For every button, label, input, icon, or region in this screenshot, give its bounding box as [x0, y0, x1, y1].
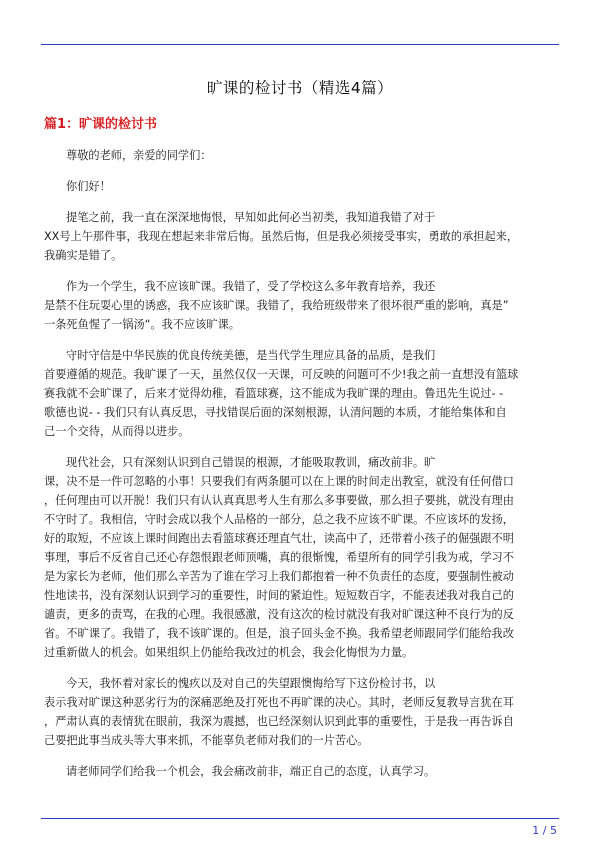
paragraph [44, 277, 558, 334]
paragraph-line: 一条死鱼惺了一锅汤“。我不应该旷课。 [44, 318, 240, 331]
paragraph-line: 你们好！ [66, 180, 111, 193]
paragraph [44, 762, 558, 781]
paragraph-line: 是为家长为老师，他们那么辛苦为了谁在学习上我们都抱着一种不负责任的态度，要强制性被动 [44, 570, 514, 583]
paragraph-line: 现代社会，只有深刻认识到自己错误的根源，才能吸取教训，痛改前非。旷 [66, 456, 436, 469]
paragraph-line: 表示我对旷课这种恶劣行为的深痛恶绝及打死也不再旷课的决心。其时，老师反复教导言犹在耳 [44, 696, 514, 709]
paragraph-line: 今天，我怀着对家长的愧疚以及对自己的失望跟懊悔给写下这份检讨书，以 [66, 677, 436, 690]
paragraph-line: 省。不旷课了。我错了，我不该旷课的。但是，浪子回头金不换。我希望老师跟同学们能给我改 [44, 627, 514, 640]
paragraph-line: 课，决不是一件可忽略的小事！只要我们有两条腿可以在上课的时间走出教室，就没有任何借口 [44, 475, 514, 488]
paragraph-line: 赛我就不会旷课了，后来才觉得幼稚，看篮球赛，这不能成为我旷课的理由。鲁迅先生说过- - [44, 387, 504, 400]
paragraph-line: 守时守信是中华民族的优良传统美德，是当代学生理应具备的品质，是我们 [66, 349, 436, 362]
paragraph-line: 谴责，更多的责骂，在我的心理。我很感激，没有这次的检讨就没有我对旷课这种不良行为的反 [44, 608, 514, 621]
section-heading: 篇1：旷课的检讨书 [44, 117, 158, 132]
paragraph-line: 事理，事后不反省自己还心存怨恨跟老师顶嘴，真的很惭愧，希望所有的同学引我为戒，学习不 [44, 551, 514, 564]
paragraph-line: 好的取短，不应该上课时间跑出去看篮球赛还理直气壮，读高中了，还带着小孩子的倔强跟不明 [44, 532, 514, 545]
paragraph-line: 性地读书，没有深刻认识到学习的重要性，时间的紧迫性。短短数百字，不能表述我对我自己的 [44, 589, 514, 602]
paragraph-line: XX号上午那件事，我现在想起来非常后悔。虽然后悔，但是我必须接受事实，勇敢的承担起来， [44, 230, 519, 243]
paragraph-line: ，任何理由可以开脱！我们只有认认真真思考人生有那么多事要做，那么担子要挑，就没有理由 [44, 494, 514, 507]
paragraph [44, 453, 558, 662]
paragraph-line: ，严肃认真的表情犹在眼前，我深为震撼，也已经深刻认识到此事的重要性，于是我一再告诉自 [44, 715, 514, 728]
paragraph [44, 146, 558, 165]
paragraph [44, 674, 558, 750]
paragraph [44, 177, 558, 196]
paragraph [44, 346, 558, 441]
paragraph-line: 首要遵循的规范。我旷课了一天，虽然仅仅一天课，可反映的问题可不少!我之前一直想没有篮球 [44, 368, 519, 381]
paragraph-line: 过重新做人的机会。如果组织上仍能给我改过的机会，我会化悔恨为力量。 [44, 646, 414, 659]
footer-rule [41, 818, 559, 819]
paragraph-line: 我确实是错了。 [44, 249, 123, 262]
document-title: 旷课的检讨书（精选4篇） [206, 79, 394, 97]
paragraph-line: 提笔之前，我一直在深深地悔恨，早知如此何必当初类，我知道我错了对于 [66, 211, 436, 224]
paragraph-line: 是禁不住玩耍心里的诱惑，我不应该旷课。我错了，我给班级带来了很坏很严重的影响，真是” [44, 299, 509, 312]
document-body [44, 146, 558, 793]
paragraph-line: 己要把此事当成头等大事来抓，不能辜负老师对我们的一片苦心。 [44, 734, 369, 747]
paragraph-line: 歌德也说- - 我们只有认真反思，寻找错误后面的深刻根源，认清问题的本质，才能给集体和自 [44, 406, 507, 419]
page-number: 1 / 5 [532, 824, 557, 837]
paragraph-line: 尊敬的老师，亲爱的同学们： [66, 149, 212, 162]
paragraph-line: 己一个交待，从而得以进步。 [44, 425, 190, 438]
paragraph [44, 208, 558, 265]
header-rule [41, 44, 559, 45]
paragraph-line: 作为一个学生，我不应该旷课。我错了，受了学校这么多年教育培养，我还 [66, 280, 436, 293]
paragraph-line: 请老师同学们给我一个机会，我会痛改前非，端正自己的态度，认真学习。 [66, 765, 436, 778]
paragraph-line: 不守时了。我相信，守时会成以我个人品格的一部分，总之我不应该不旷课。不应该坏的发扬， [44, 513, 514, 526]
